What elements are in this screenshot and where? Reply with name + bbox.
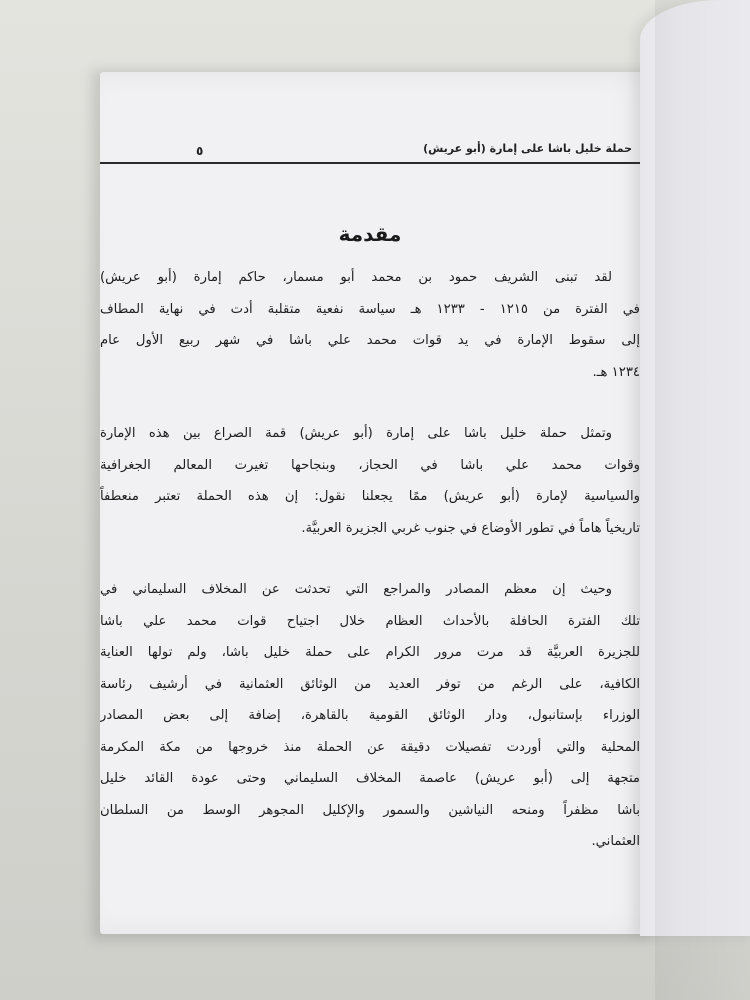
body-text <box>100 262 640 858</box>
text-line: المحلية والتي أوردت تفصيلات دقيقة عن الحملة منذ خروجها من مكة المكرمة <box>100 739 640 755</box>
page-number: ٥ <box>196 144 204 158</box>
text-line: وقوات محمد علي باشا في الحجاز، وبنجاحها تغيرت المعالم الجغرافية <box>100 457 640 473</box>
text-line: الكافية، على الرغم من توفر العديد من الوثائق العثمانية في أرشيف رئاسة <box>100 676 640 692</box>
text-line: والسياسية لإمارة (أبو عريش) ممًا يجعلنا نقول: إن هذه الحملة تعتبر منعطفاً <box>100 489 640 504</box>
text-line: للجزيرة العربيَّة قد مرت مرور الكرام على حملة خليل باشا، ولم تولها العناية <box>100 645 640 660</box>
text-line: باشا مظفراً ومنحه النياشين والسمور والإكليل المجوهر الوسط من السلطان <box>100 802 640 818</box>
section-title: مقدمة <box>338 222 402 246</box>
paragraph-gap <box>100 544 640 574</box>
paragraph-gap <box>100 388 640 418</box>
running-header-title: حملة خليل باشا على إمارة (أبو عريش) <box>423 142 632 155</box>
text-line: ١٢٣٤ هـ. <box>592 364 640 380</box>
paragraph-2 <box>100 418 640 544</box>
text-line: تلك الفترة الحافلة بالأحداث العظام خلال اجتياح قوات محمد علي باشا <box>100 613 640 629</box>
text-line: الوزراء بإستانبول، ودار الوثائق القومية بالقاهرة، إضافة إلى بعض المصادر <box>100 708 640 723</box>
text-line: العثماني. <box>591 834 640 849</box>
text-line: لقد تبنى الشريف حمود بن محمد أبو مسمار، حاكم إمارة (أبو عريش) <box>100 270 612 285</box>
text-line: وتمثل حملة خليل باشا على إمارة (أبو عريش) قمة الصراع بين هذه الإمارة <box>100 426 612 441</box>
text-line: تاريخياً هاماً في تطور الأوضاع في جنوب غربي الجزيرة العربيَّة. <box>301 520 640 536</box>
text-line: متجهة إلى (أبو عريش) عاصمة المخلاف السليماني وحتى عودة القائد خليل <box>100 771 640 786</box>
header-rule <box>100 162 640 164</box>
text-line: إلى سقوط الإمارة في يد قوات محمد علي باشا في شهر ربيع الأول عام <box>100 333 640 348</box>
paragraph-1 <box>100 262 640 388</box>
text-line: في الفترة من ١٢١٥ - ١٢٣٣ هـ سياسة نفعية متقلبة أدت في نهاية المطاف <box>100 301 640 317</box>
paragraph-3 <box>100 574 640 858</box>
text-line: وحيث إن معظم المصادر والمراجع التي تحدثت عن المخلاف السليماني في <box>100 582 612 597</box>
page-fold-shadow <box>655 0 750 1000</box>
